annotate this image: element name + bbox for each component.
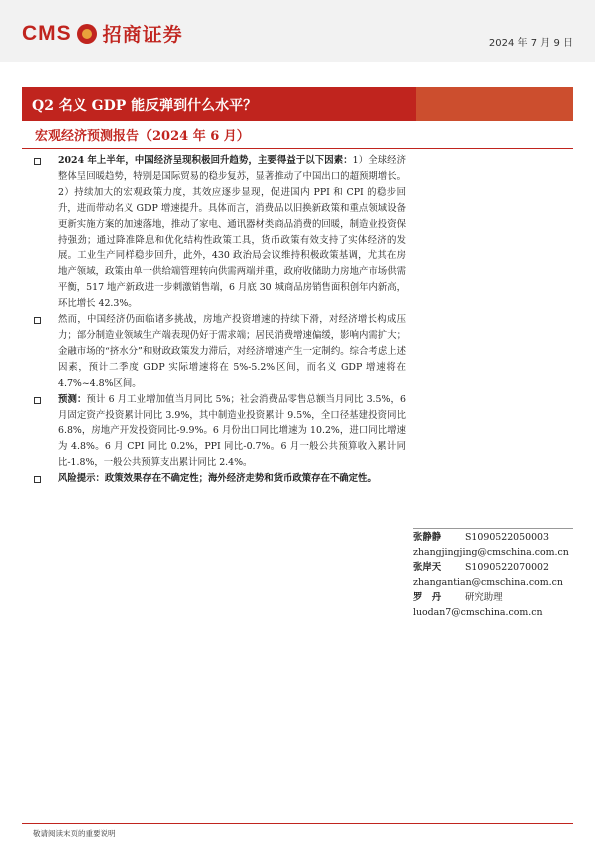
analyst-divider bbox=[413, 528, 573, 529]
risk-warning bbox=[34, 471, 406, 487]
summary-bullets bbox=[34, 153, 406, 487]
report-title: Q2 名义 GDP 能反弹到什么水平？ bbox=[32, 98, 258, 114]
analyst-name: 罗 丹 bbox=[413, 592, 442, 604]
summary-bullet bbox=[34, 312, 406, 392]
bullet-marker-icon bbox=[34, 476, 41, 483]
report-subtitle: 宏观经济预测报告（2024 年 6 月） bbox=[35, 129, 250, 144]
bullet-marker-icon bbox=[34, 397, 41, 404]
title-banner bbox=[22, 87, 573, 121]
logo-latin: CMS bbox=[22, 21, 72, 45]
risk-text: 风险提示：政策效果存在不确定性；海外经济走势和货币政策存在不确定性。 bbox=[58, 473, 377, 485]
bullet-body: 预计 6 月工业增加值当月同比 5%；社会消费品零售总额当月同比 3.5%，6 月固定资产投资累计同比 3.9%，其中制造业投资累计 9.5%，全口径基建投资同比 6.8%，房地产开发投资同比-9.9%。6 月份出口同比增速为 10.2%，进口同比增速为 4.8%。6 月 CPI 同比 0.2%，PPI 同比-0.7%。6 月一般公共预算收入累计同比-1.8%，一般公共预算支出累计同比 2.4%。 bbox=[58, 393, 406, 469]
analyst-entry bbox=[413, 560, 583, 575]
analyst-id: S1090522050003 bbox=[465, 532, 549, 543]
bullet-lead: 预测： bbox=[58, 393, 87, 405]
analyst-email[interactable]: zhangantian@cmschina.com.cn bbox=[413, 577, 563, 589]
company-logo bbox=[22, 20, 183, 47]
analyst-id: S1090522070002 bbox=[465, 562, 549, 574]
analyst-name: 张岸天 bbox=[413, 562, 442, 574]
analyst-entry bbox=[413, 530, 583, 545]
footer-divider bbox=[22, 823, 573, 824]
summary-bullet bbox=[34, 153, 406, 312]
section-divider bbox=[22, 148, 573, 149]
title-accent-block bbox=[416, 87, 573, 121]
bullet-marker-icon bbox=[34, 317, 41, 324]
analyst-entry bbox=[413, 590, 583, 605]
analyst-name: 张静静 bbox=[413, 532, 442, 543]
analyst-email[interactable]: zhangjingjing@cmschina.com.cn bbox=[413, 547, 569, 559]
logo-chinese: 招商证券 bbox=[102, 24, 183, 46]
bullet-body: 然而，中国经济仍面临诸多挑战，房地产投资增速的持续下滑，对经济增长构成压力；部分制造业领域生产端表现仍好于需求端；居民消费增速偏缓，影响内需扩大；金融市场的“挤水分”和财政政策发力滞后，对经济增速产生一定制约。综合考虑上述因素，预计二季度 GDP 实际增速将在 5%-5.2%区间，而名义 GDP 增速将在 4.7%~4.8%区间。 bbox=[58, 314, 406, 389]
page-header bbox=[0, 0, 595, 62]
bullet-body: 1）全球经济整体呈回暖趋势，特别是国际贸易的稳步复苏，显著推动了中国出口的超预期增长。2）持续加大的宏观政策力度，其效应逐步显现，促进国内 PPI 和 CPI 的稳步回升，进而带动名义 GDP 增速提升。具体而言，消费品以旧换新政策和重点领域设备更新实施方案的加速落地，推动了家电、通讯器材类商品消费的回暖，制造业投资保持强劲；通过降准降息和优化结构性政策工具，货币政策有效支持了实体经济的发展。工业生产同样稳步回升，此外，430 政治局会议维持积极政策基调，尤其在房地产领域，政策由单一供给端管理转向供需两端并重，政府收储助力房地产市场供需平衡，517 地产新政进一步刺激销售端，6 月底 30 城商品房销售面积创年内新高，环比增长 42.3%。 bbox=[58, 155, 406, 310]
report-date: 2024 年 7 月 9 日 bbox=[488, 38, 573, 49]
bullet-marker-icon bbox=[34, 158, 41, 165]
analyst-role: 研究助理 bbox=[465, 592, 503, 604]
logo-emblem-icon bbox=[77, 24, 97, 44]
analyst-email[interactable]: luodan7@cmschina.com.cn bbox=[413, 607, 543, 619]
summary-bullet bbox=[34, 392, 406, 472]
analyst-panel bbox=[413, 530, 583, 621]
bullet-lead: 2024 年上半年，中国经济呈现积极回升趋势，主要得益于以下因素： bbox=[58, 155, 353, 166]
footer-note: 敬请阅读末页的重要说明 bbox=[33, 829, 116, 838]
